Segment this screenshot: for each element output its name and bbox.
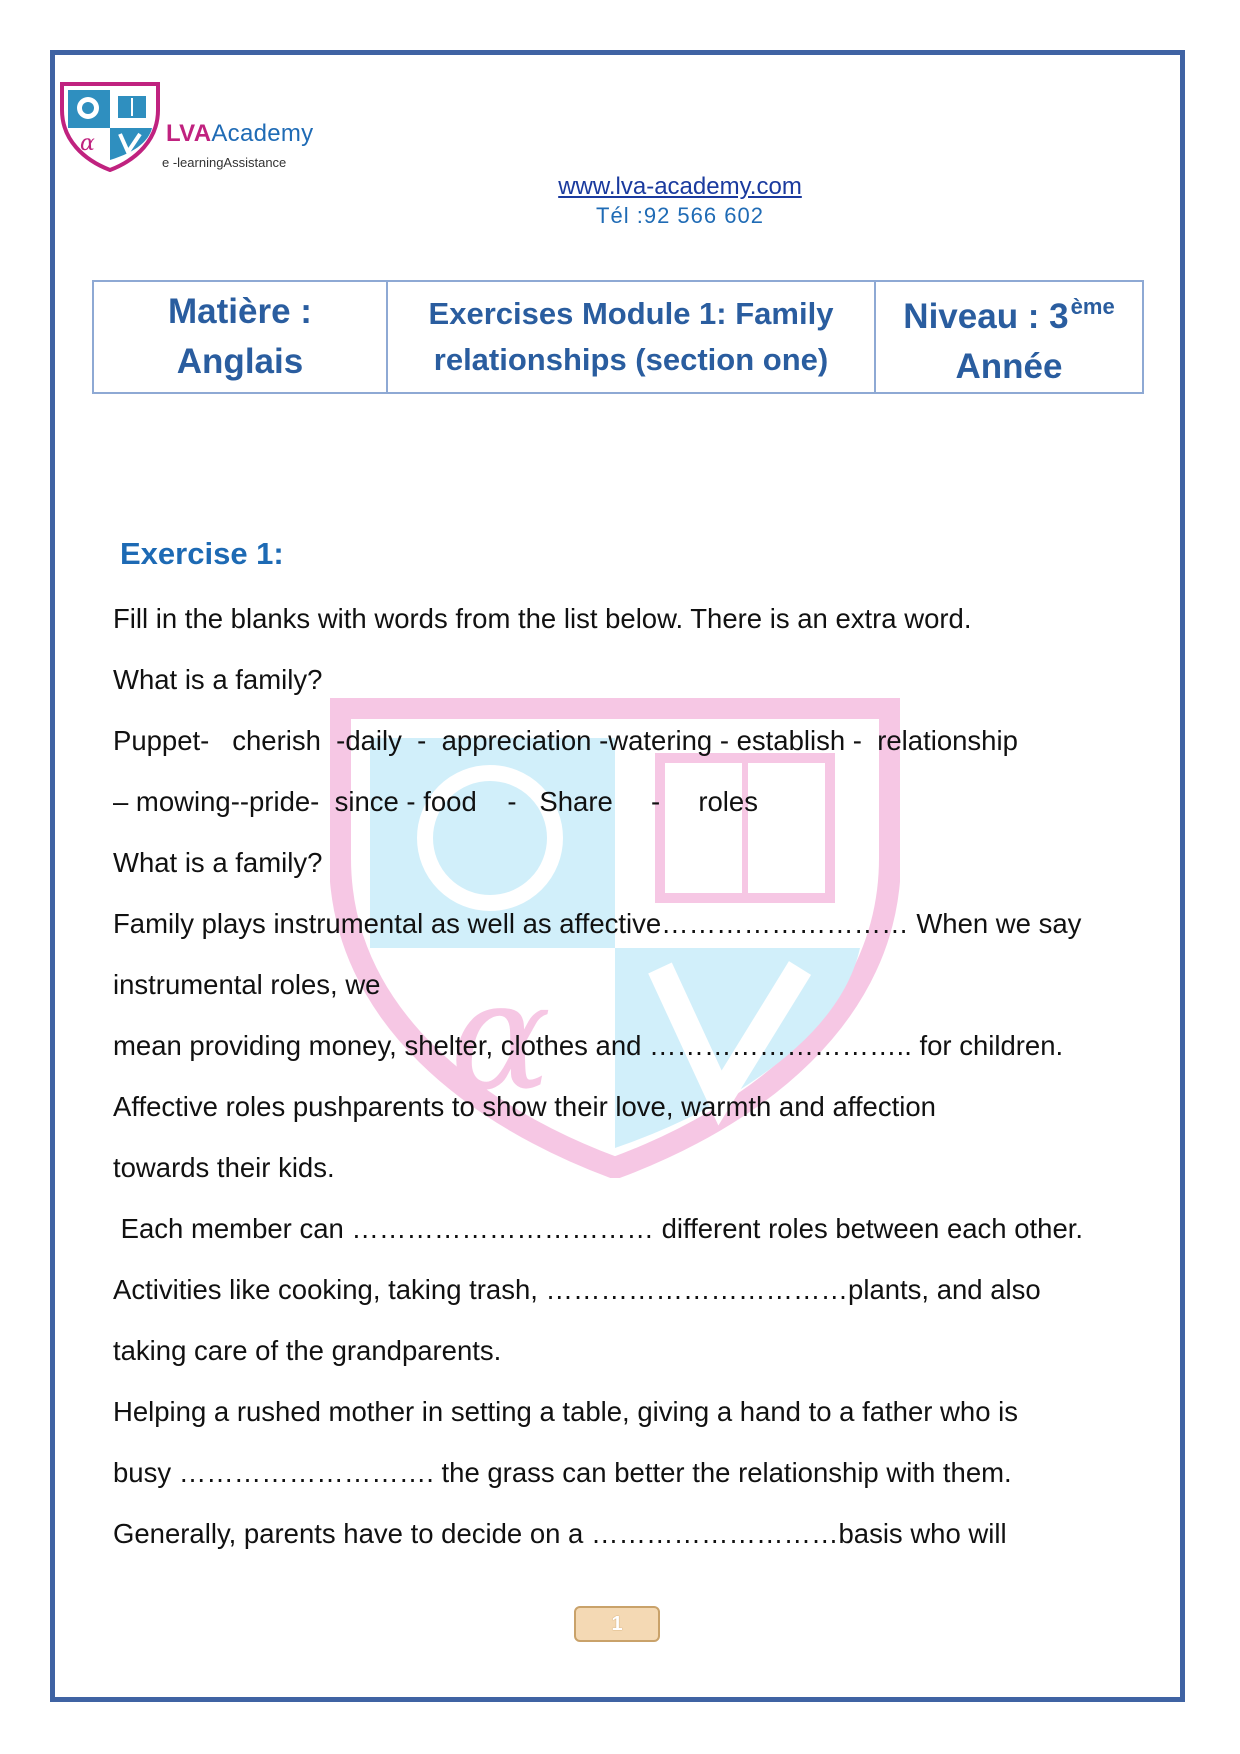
exercise-title: Exercise 1:: [120, 536, 284, 571]
exercise-line: Activities like cooking, taking trash, ……………………………plants, and also: [113, 1274, 1041, 1305]
exercise-line: Family plays instrumental as well as affective……………………… When we say: [113, 908, 1082, 939]
svg-text:α: α: [450, 950, 552, 1124]
brand-name-academy: Academy: [211, 120, 314, 147]
exercise-line: Generally, parents have to decide on a ………………………basis who will: [113, 1518, 1007, 1549]
exercise-line: taking care of the grandparents.: [113, 1335, 502, 1366]
subject-value: Anglais: [176, 342, 304, 381]
module-title-cell: [387, 281, 875, 393]
exercise-line: Helping a rushed mother in setting a table, giving a hand to a father who is: [113, 1396, 1019, 1427]
brand-tagline: e -learningAssistance: [162, 155, 287, 170]
level-value: Niveau : 3: [903, 297, 1069, 336]
level-label: [876, 282, 1142, 342]
word-list-line: – mowing--pride- since - food - Share - roles: [113, 786, 758, 817]
page-number: 1: [574, 1606, 660, 1642]
module-title-line2: relationships (section one): [433, 342, 829, 377]
exercise-line: mean providing money, shelter, clothes and ……………………….. for children.: [113, 1030, 1064, 1061]
subject-cell: [93, 281, 387, 393]
exercise-line: Each member can …………………………… different roles between each other.: [113, 1213, 1084, 1244]
brand-name-lva: LVA: [166, 120, 212, 147]
exercise-line: towards their kids.: [113, 1152, 335, 1183]
phone-number: Tél :92 566 602: [596, 203, 764, 228]
exercise-line: busy ………………………. the grass can better the relationship with them.: [113, 1457, 1012, 1488]
header-table: [92, 280, 1144, 394]
website-link[interactable]: www.lva-academy.com: [558, 173, 802, 200]
module-title-line1: Exercises Module 1: Family: [428, 296, 834, 331]
level-year: Année: [955, 347, 1063, 386]
exercise-content: [113, 588, 1133, 1564]
exercise-line: What is a family?: [113, 847, 323, 878]
brand-name: [166, 120, 314, 148]
exercise-line: What is a family?: [113, 664, 323, 695]
svg-text:α: α: [80, 131, 95, 156]
word-list-line: Puppet- cherish -daily - appreciation -watering - establish - relationship: [113, 725, 1018, 756]
level-superscript: ème: [1070, 294, 1115, 319]
level-cell: [875, 281, 1143, 393]
exercise-line: instrumental roles, we: [113, 969, 381, 1000]
exercise-line: Affective roles pushparents to show their love, warmth and affection: [113, 1091, 936, 1122]
lva-academy-logo: [58, 80, 162, 172]
exercise-line: Fill in the blanks with words from the list below. There is an extra word.: [113, 603, 972, 634]
subject-label: Matière :: [168, 292, 312, 331]
